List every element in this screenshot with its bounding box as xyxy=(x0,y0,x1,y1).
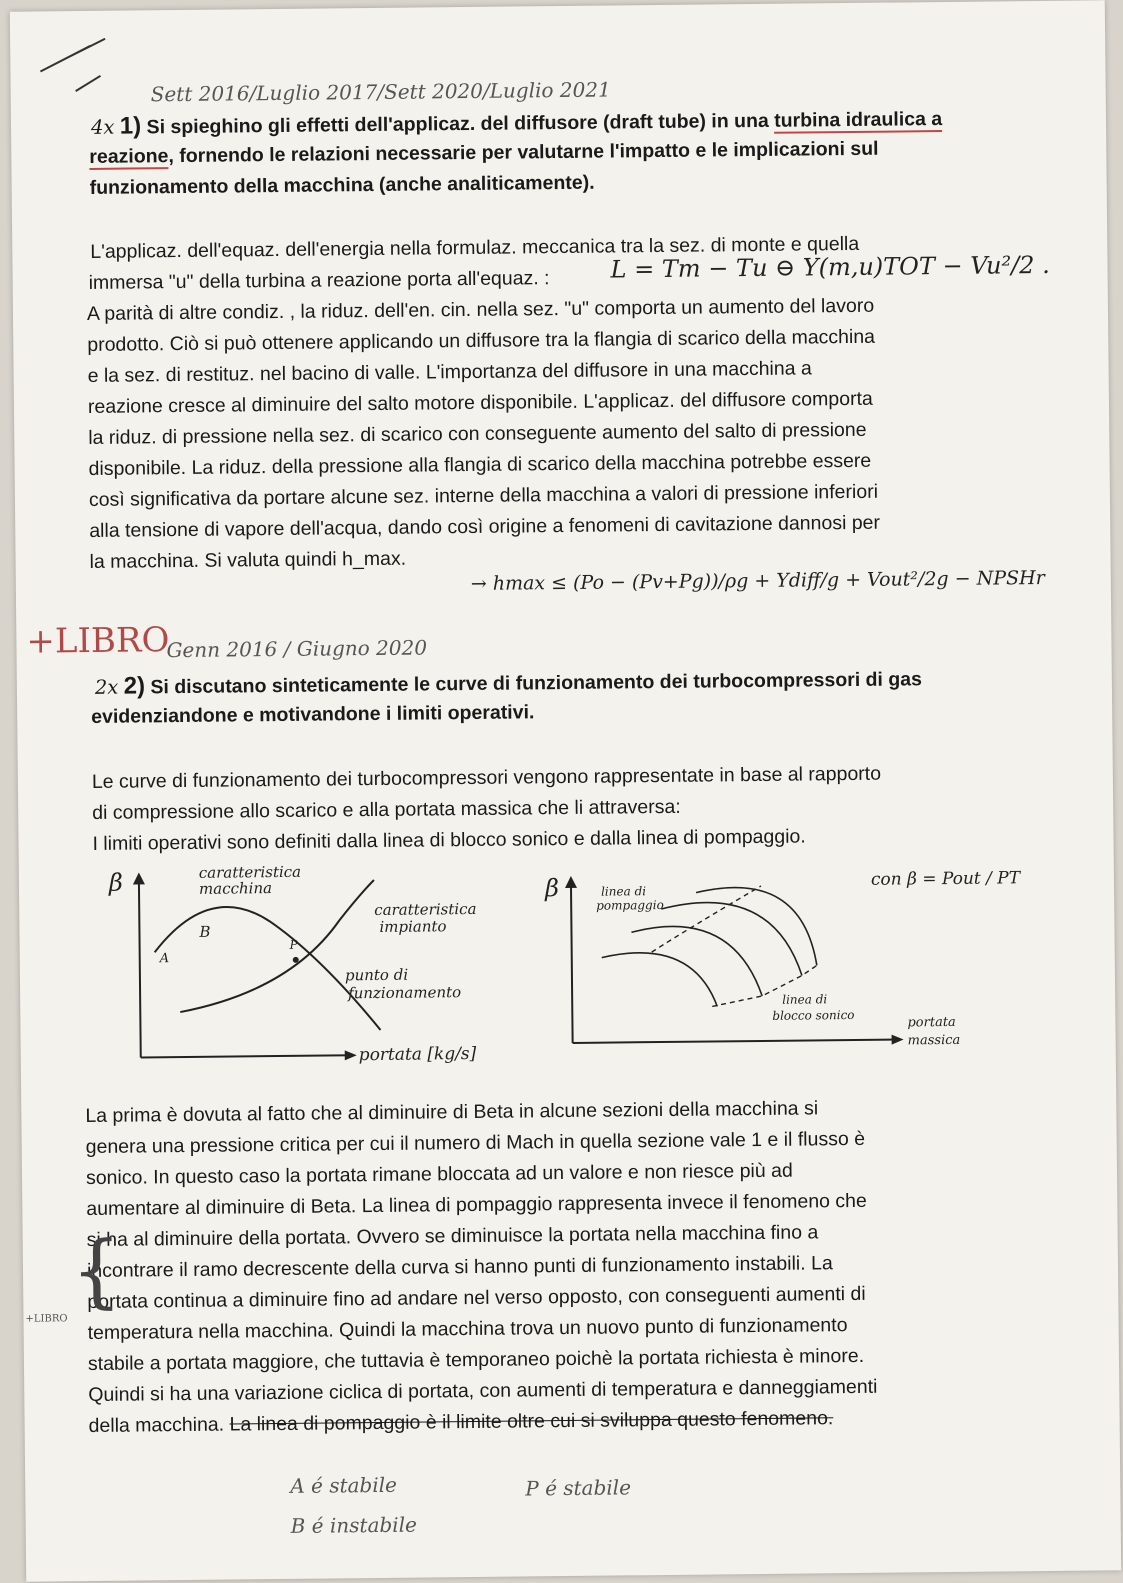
q1-line-3: , fornendo le relazioni necessarie per valutarne l'impatto e le implicazioni sul xyxy=(168,137,879,168)
formula-hmax: → hmax ≤ (Po − (Pv+Pg))/ρg + Ydiff/g + Vout²/2g − NPSHr xyxy=(470,566,1045,595)
diagram2-y-axis-line xyxy=(571,878,573,1043)
q1-answer-1: immersa "u" della turbina a reazione porta all'equaz. : xyxy=(88,267,550,294)
q2-prefix: 2x xyxy=(94,675,119,699)
margin-brace: { xyxy=(70,1223,123,1318)
speed-curve-4 xyxy=(696,887,817,967)
q1-answer-10: la macchina. Si valuta quindi h_max. xyxy=(89,547,407,573)
q1-number: 1) xyxy=(119,112,142,140)
q2-intro-0: Le curve di funzionamento dei turbocompressori vengono rappresentate in base al rapporto xyxy=(91,762,882,793)
formula-L: L = Tm − Tu ⊖ Y(m,u)TOT − Vu²/2 . xyxy=(610,250,1050,284)
point-A: A xyxy=(159,951,170,967)
label-point-0: punto di xyxy=(344,965,409,985)
q2-answer-4: si ha al diminuire della portata. Ovvero se diminuisce la portata nella macchina fino a xyxy=(86,1221,819,1252)
q2-answer-2: sonico. In questo caso la portata rimane bloccata ad un valore e non riesce più ad xyxy=(85,1159,793,1190)
point-P: P xyxy=(289,937,298,952)
note-A-stable: A é stabile xyxy=(290,1472,398,1498)
q2-answer-7: temperatura nella macchina. Quindi la macchina trova un nuovo punto di funzionamento xyxy=(87,1314,848,1345)
q1-answer-4: e la sez. di restituz. nel bacino di valle. L'importanza del diffusore in una macchina a xyxy=(87,357,812,387)
q2-intro-2: I limiti operativi sono definiti dalla linea di blocco sonico e dalla linea di pompaggio. xyxy=(92,825,806,855)
q1-prefix: 4x xyxy=(90,115,115,139)
q1-answer-3: prodotto. Ciò si può ottenere applicando un diffusore tra la flangia di scarico della macchina xyxy=(87,325,876,356)
q1-answer-7: disponibile. La riduz. della pressione alla flangia di scarico della macchina potrebbe essere xyxy=(88,449,872,480)
speed-curve-3 xyxy=(661,902,802,977)
q1-answer-0: L'applicaz. dell'equaz. dell'energia nella formulaz. meccanica tra la sez. di monte e quella xyxy=(90,232,860,263)
label-plant-0: caratteristica xyxy=(374,899,477,920)
label-machine-1: macchina xyxy=(198,879,273,898)
diagram1-y-axis-line xyxy=(139,874,141,1057)
choke-label-1: blocco sonico xyxy=(772,1007,855,1023)
point-B: B xyxy=(199,922,211,941)
note-P-stable: P é stabile xyxy=(525,1475,632,1501)
q2-answer-9: Quindi si ha una variazione ciclica di portata, con aumenti di temperatura e danneggiamenti xyxy=(88,1375,878,1407)
q1-line-2: reazione xyxy=(89,145,169,168)
q1-answer-8: così significativa da portare alcune sez. interne della macchina a valori di pressione inferiori xyxy=(88,480,879,511)
q1-answer-6: la riduz. di pressione nella sez. di scarico con conseguente aumento del salto di pressione xyxy=(88,418,867,449)
q2-intro-1: di compressione allo scarico e alla portata massica che li attraversa: xyxy=(92,795,681,824)
diagram1-x-axis-line xyxy=(141,1055,351,1057)
diagram2-x-label-1: massica xyxy=(907,1032,961,1049)
diagram-characteristic-curves xyxy=(99,859,501,1073)
label-machine-0: caratteristica xyxy=(198,862,302,882)
diagram1-y-label: β xyxy=(108,868,123,897)
q1-answer-2: A parità di altre condiz. , la riduz. dell'en. cin. nella sez. "u" comporta un aumento del lavoro xyxy=(86,294,875,325)
diagram2-x-axis-line xyxy=(573,1040,898,1043)
label-plant-1: impianto xyxy=(379,917,447,936)
q1-answer-5: reazione cresce al diminuire del salto motore disponibile. L'applicaz. del diffusore comporta xyxy=(87,387,873,418)
diagram1-x-label: portata [kg/s] xyxy=(358,1043,477,1066)
q1-line-4: funzionamento della macchina (anche analiticamente). xyxy=(89,171,595,199)
diagram2-x-label-0: portata xyxy=(907,1014,956,1031)
speed-curve-1 xyxy=(602,952,718,1008)
surge-line xyxy=(651,886,762,952)
q1-dates: Sett 2016/Luglio 2017/Sett 2020/Luglio 2021 xyxy=(150,77,611,107)
q2-line-1: evidenziandone e motivandone i limiti operativi. xyxy=(91,701,535,728)
q2-dates: Genn 2016 / Giugno 2020 xyxy=(166,635,428,663)
label-point-1: funzionamento xyxy=(348,983,462,1003)
q2-libro-note: +LIBRO xyxy=(26,620,170,662)
speed-curve-2 xyxy=(631,926,762,998)
q2-answer-1: genera una pressione critica per cui il numero di Mach in quella sezione vale 1 e il flusso è xyxy=(85,1127,866,1159)
q2-answer-0: La prima è dovuta al fatto che al diminuire di Beta in alcune sezioni della macchina si xyxy=(85,1097,819,1128)
q2-struck-text: La linea di pompaggio è il limite oltre cui si sviluppa questo fenomeno. xyxy=(229,1407,834,1436)
q1-answer-9: alla tensione di vapore dell'acqua, dando così origine a fenomeni di cavitazione dannosi per xyxy=(89,511,881,542)
q2-answer-8: stabile a portata maggiore, che tuttavia è temporaneo poichè la portata richiesta è minore. xyxy=(87,1344,865,1376)
q1-line-0: Si spieghino gli effetti dell'applicaz. del diffusore (draft tube) in una xyxy=(146,109,769,139)
diagram2-y-label: β xyxy=(544,874,560,903)
diagram-surge-choke xyxy=(531,854,1021,1069)
q1-line-1: turbina idraulica a xyxy=(774,108,943,132)
choke-label-0: linea di xyxy=(782,992,828,1007)
q2-answer-6: portata continua a diminuire fino ad andare nel verso opposto, con conseguenti aumenti di xyxy=(87,1282,866,1314)
q2-line-0: Si discutano sinteticamente le curve di funzionamento dei turbocompressori di gas xyxy=(150,668,923,699)
q2-answer-5: incontrare il ramo decrescente della curva si hanno punti di funzionamento instabili. La xyxy=(86,1252,833,1283)
q2-answer-3: aumentare al diminuire di Beta. La linea di pompaggio rappresenta invece il fenomeno che xyxy=(86,1189,867,1221)
document-page xyxy=(10,0,1121,1581)
q2-last-line: della macchina. xyxy=(88,1413,225,1438)
margin-libro-note: +LIBRO xyxy=(25,1313,68,1325)
note-B-unstable: B é instabile xyxy=(290,1512,417,1538)
surge-label-1: pompaggio xyxy=(596,897,664,913)
corner-scribble xyxy=(30,31,111,102)
q2-answer-last xyxy=(88,1403,833,1442)
beta-definition: con β = Pout / PT xyxy=(870,868,1021,890)
surge-label-0: linea di xyxy=(600,884,647,899)
plant-curve xyxy=(179,880,375,1012)
q2-number: 2) xyxy=(123,672,146,700)
